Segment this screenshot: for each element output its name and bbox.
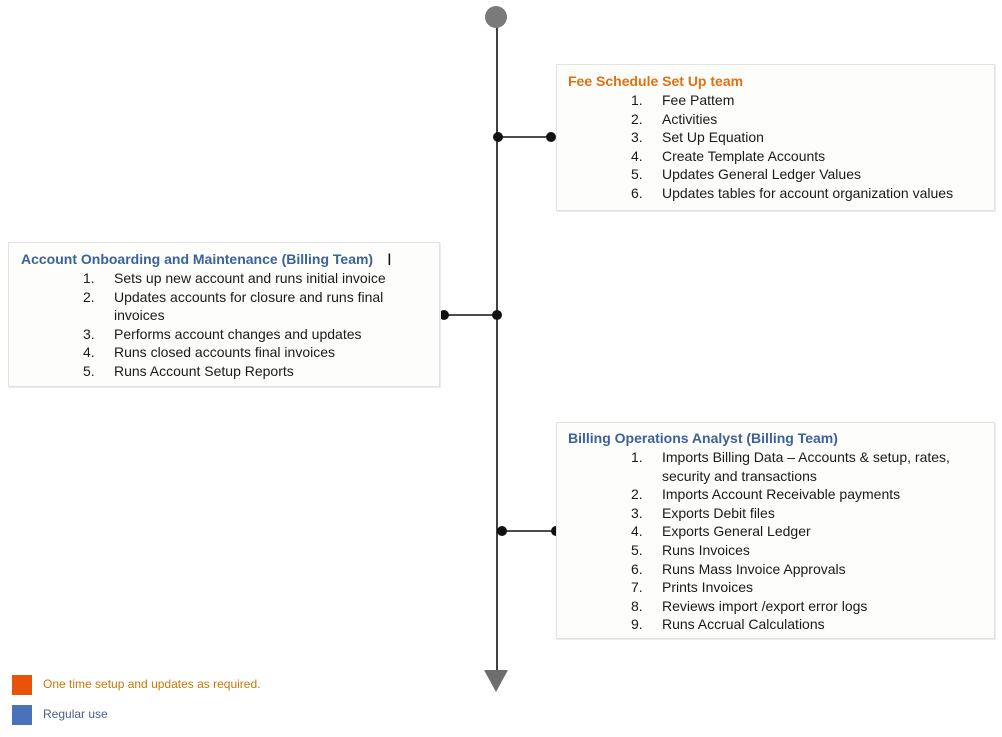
item-number: 7. [631, 579, 643, 596]
item-text: Runs Accrual Calculations [662, 616, 825, 633]
item-number: 2. [631, 486, 643, 503]
legend-swatch-orange [12, 675, 32, 695]
connector-dot [493, 132, 503, 142]
item-text: Activities [662, 110, 718, 127]
item-number: 9. [631, 616, 643, 633]
item-text: Fee Pattem [662, 92, 735, 108]
item-number: 5. [83, 362, 95, 379]
fee-schedule-title: Fee Schedule Set Up team [568, 73, 744, 89]
item-text: Updates General Ledger Values [662, 166, 861, 183]
item-number: 4. [631, 147, 643, 164]
item-number: 2. [631, 110, 643, 127]
item-text: Exports Debit files [662, 504, 775, 521]
list-item [631, 184, 991, 203]
item-number: 4. [631, 523, 643, 540]
item-text: Runs closed accounts final invoices [114, 344, 336, 361]
item-text: Sets up new account and runs initial invoice [114, 270, 386, 286]
item-text: Set Up Equation [662, 129, 764, 146]
item-text: Performs account changes and updates [114, 325, 362, 342]
legend-swatch-blue [12, 705, 32, 725]
list-item [631, 91, 991, 110]
list-item [631, 578, 991, 597]
item-number: 2. [83, 288, 95, 305]
list-item [631, 541, 991, 560]
start-node-icon [485, 6, 507, 28]
item-text: Updates accounts for closure and runs final invoices [114, 288, 384, 324]
list-item [631, 110, 991, 129]
fee-schedule-list [631, 91, 991, 203]
list-item [631, 147, 991, 166]
item-number: 6. [631, 560, 643, 577]
connector-dot [546, 132, 556, 142]
list-item [631, 485, 991, 504]
fee-schedule-box [556, 64, 995, 211]
item-number: 5. [631, 166, 643, 183]
list-item [631, 615, 991, 634]
connector-dot [497, 526, 507, 536]
list-item [83, 325, 423, 344]
list-item [631, 448, 991, 485]
item-text: Imports Billing Data – Accounts & setup, rates, security and transactions [662, 449, 950, 484]
arrow-down-icon [484, 670, 508, 692]
item-number: 6. [631, 184, 643, 201]
list-item [83, 343, 423, 362]
item-text: Exports General Ledger [662, 523, 811, 540]
list-item [631, 522, 991, 541]
account-onboarding-title: Account Onboarding and Maintenance (Billing Team) [21, 251, 374, 267]
item-text: Imports Account Receivable payments [662, 486, 901, 503]
item-text: Prints Invoices [662, 579, 754, 596]
item-text: Runs Invoices [662, 541, 750, 558]
item-number: 5. [631, 541, 643, 558]
list-item [83, 269, 423, 288]
account-onboarding-box [8, 242, 440, 387]
item-number: 1. [631, 92, 643, 108]
legend-label: Regular use [43, 707, 108, 721]
item-text: Create Template Accounts [662, 147, 826, 164]
legend-label: One time setup and updates as required. [43, 677, 261, 691]
connector-dot [439, 310, 449, 320]
item-number: 8. [631, 597, 643, 614]
list-item [631, 560, 991, 579]
item-text: Runs Mass Invoice Approvals [662, 560, 846, 577]
item-text: Updates tables for account organization values [662, 184, 954, 201]
list-item [83, 362, 423, 381]
item-text: Reviews import /export error logs [662, 597, 868, 614]
item-number: 4. [83, 344, 95, 361]
text-cursor-icon: I [387, 250, 392, 269]
item-number: 1. [83, 270, 95, 286]
item-text: Runs Account Setup Reports [114, 362, 294, 379]
billing-operations-list [631, 448, 991, 634]
item-number: 3. [83, 325, 95, 342]
item-number: 3. [631, 129, 643, 146]
billing-operations-title: Billing Operations Analyst (Billing Team) [568, 430, 838, 446]
item-number: 1. [631, 449, 643, 465]
list-item [631, 597, 991, 616]
list-item [631, 165, 991, 184]
list-item [631, 504, 991, 523]
billing-operations-box [556, 422, 995, 639]
list-item [631, 128, 991, 147]
list-item [83, 288, 423, 325]
item-number: 3. [631, 504, 643, 521]
account-onboarding-list [83, 269, 423, 381]
connector-dot [492, 310, 502, 320]
